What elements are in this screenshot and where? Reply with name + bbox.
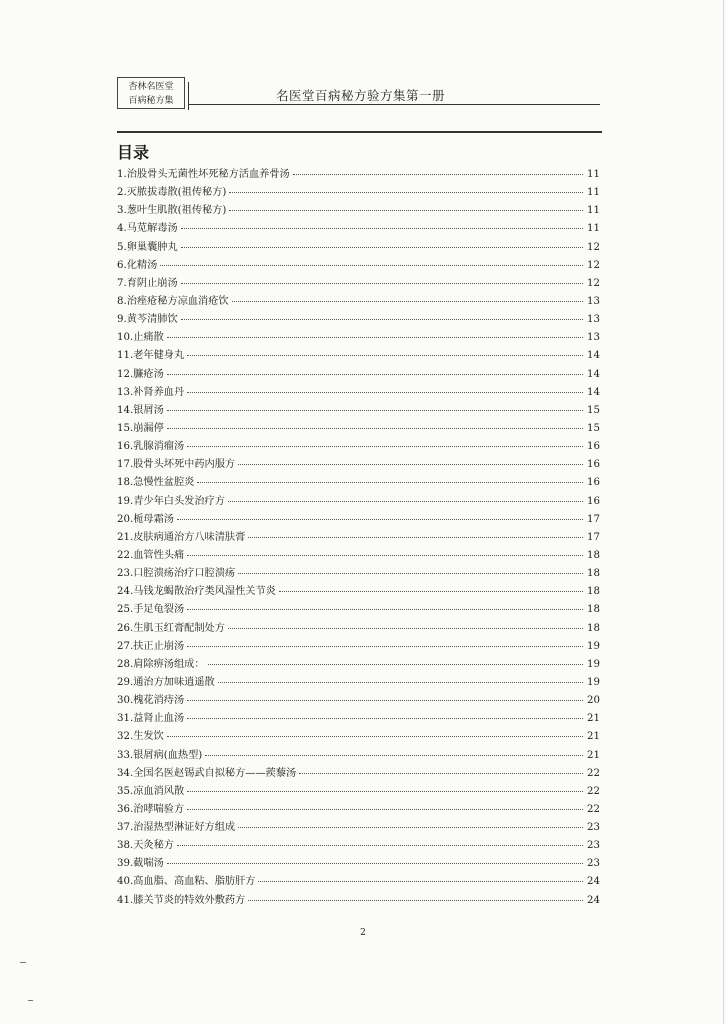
- toc-entry-page: 17: [587, 531, 600, 543]
- toc-entry-label: 35.凉血消风散: [117, 785, 185, 797]
- toc-entry-label: 4.马苋解毒汤: [117, 223, 178, 235]
- toc-leader-dots: [293, 164, 583, 175]
- toc-entry-page: 23: [587, 858, 600, 870]
- toc-leader-dots: [258, 871, 583, 882]
- toc-leader-dots: [187, 690, 583, 701]
- toc-entry-page: 13: [587, 332, 600, 344]
- toc-entry-page: 19: [587, 676, 600, 688]
- toc-leader-dots: [238, 817, 583, 828]
- toc-entry-page: 11: [587, 223, 600, 235]
- toc-entry-page: 20: [587, 695, 600, 707]
- toc-entry-label: 19.青少年白头发治疗方: [117, 495, 225, 507]
- toc-leader-dots: [177, 835, 583, 846]
- toc-entry-page: 11: [587, 205, 600, 217]
- toc-entry-label: 11.老年健身丸: [117, 350, 185, 362]
- toc-entry-page: 18: [587, 586, 600, 598]
- toc-leader-dots: [232, 291, 583, 302]
- toc-entry-label: 3.葱叶生肌散(祖传秘方): [117, 205, 227, 217]
- toc-entry-label: 8.治痤疮秘方凉血消疮饮: [117, 295, 229, 307]
- toc-leader-dots: [248, 890, 583, 901]
- toc-entry-label: 2.灭脓拔毒散(祖传秘方): [117, 187, 227, 199]
- toc-entry-label: 39.截喘汤: [117, 858, 164, 870]
- toc-entry-label: 6.化精汤: [117, 259, 158, 271]
- toc-leader-dots: [197, 472, 583, 483]
- toc-leader-dots: [238, 454, 583, 465]
- toc-entry-label: 24.马钱龙蝎散治疗类风湿性关节炎: [117, 586, 276, 598]
- toc-entry-page: 13: [587, 295, 600, 307]
- toc-leader-dots: [238, 563, 583, 574]
- toc-entry-page: 12: [587, 259, 600, 271]
- toc-leader-dots: [181, 273, 583, 284]
- toc-entry-page: 11: [587, 169, 600, 180]
- toc-leader-dots: [187, 436, 583, 447]
- toc-entry-label: 31.益肾止血汤: [117, 713, 185, 725]
- toc-entry-label: 25.手足龟裂汤: [117, 604, 185, 616]
- toc-entry-page: 18: [587, 604, 600, 616]
- toc-leader-dots: [187, 799, 583, 810]
- toc-leader-dots: [187, 345, 583, 356]
- toc-entry-label: 36.治哮喘验方: [117, 803, 185, 815]
- toc-entry-page: 21: [587, 713, 600, 725]
- toc-entry-label: 1.治股骨头无菌性坏死秘方活血养骨汤: [117, 169, 290, 180]
- toc-entry-label: 9.黄芩清肺饮: [117, 314, 178, 326]
- toc-entry-page: 17: [587, 513, 600, 525]
- toc-entry-label: 13.补肾养血丹: [117, 386, 185, 398]
- toc-leader-dots: [228, 491, 583, 502]
- publisher-logo-box: [117, 77, 185, 109]
- toc-entry-label: 40.高血脂、高血粘、脂肪肝方: [117, 876, 256, 888]
- toc-entry-label: 16.乳腺消瘤汤: [117, 441, 185, 453]
- toc-entry-page: 12: [587, 241, 600, 253]
- page-edge: [723, 0, 724, 1024]
- toc-entry-page: 18: [587, 568, 600, 580]
- toc-entry-label: 12.臁疮汤: [117, 368, 164, 380]
- toc-leader-dots: [218, 672, 583, 683]
- scan-artifact: [20, 962, 26, 963]
- toc-leader-dots: [228, 618, 583, 629]
- toc-entry-label: 10.止痛散: [117, 332, 164, 344]
- toc-leader-dots: [279, 581, 583, 592]
- toc-leader-dots: [167, 853, 583, 864]
- toc-leader-dots: [160, 255, 583, 266]
- toc-entry-page: 15: [587, 404, 600, 416]
- toc-entry-label: 20.栀母霜汤: [117, 513, 174, 525]
- toc-entry-page: 15: [587, 422, 600, 434]
- toc-entry-label: 34.全国名医赵锡武自拟秘方——蒺藜汤: [117, 767, 297, 779]
- toc-entry-page: 14: [587, 350, 600, 362]
- toc-entry-label: 28.肩除痹汤组成：: [117, 658, 205, 670]
- toc-leader-dots: [187, 599, 583, 610]
- scan-artifact: [28, 1000, 33, 1001]
- toc-leader-dots: [167, 364, 583, 375]
- toc-entry-page: 21: [587, 731, 600, 743]
- toc-leader-dots: [187, 708, 583, 719]
- toc-leader-dots: [181, 218, 583, 229]
- toc-entry-page: 16: [587, 441, 600, 453]
- toc-entry-label: 29.通治方加味逍遥散: [117, 676, 215, 688]
- toc-entry-page: 16: [587, 459, 600, 471]
- toc-entry-label: 18.急慢性盆腔炎: [117, 477, 195, 489]
- toc-entry-label: 22.血管性头痛: [117, 549, 185, 561]
- toc-entry-page: 11: [587, 187, 600, 199]
- toc-entry-label: 33.银屑病(血热型): [117, 749, 203, 761]
- toc-entry-label: 7.育阴止崩汤: [117, 277, 178, 289]
- toc-entry-page: 22: [587, 785, 600, 797]
- toc-entry-label: 41.膝关节炎的特效外敷药方: [117, 894, 246, 906]
- toc-entry-label: 15.崩漏停: [117, 422, 164, 434]
- toc-leader-dots: [187, 545, 583, 556]
- section-rule: [117, 131, 602, 133]
- toc-entry-page: 24: [587, 894, 600, 906]
- header-rule: [188, 104, 600, 105]
- toc-leader-dots: [167, 327, 583, 338]
- toc-list: [117, 166, 600, 910]
- toc-entry-label: 21.皮肤病通治方八味清肤膏: [117, 531, 246, 543]
- toc-entry-page: 21: [587, 749, 600, 761]
- toc-leader-dots: [208, 654, 583, 665]
- toc-leader-dots: [187, 636, 583, 647]
- toc-entry-label: 5.卵巢囊肿丸: [117, 241, 178, 253]
- toc-entry-label: 23.口腔溃疡治疗口腔溃疡: [117, 568, 236, 580]
- toc-entry: [117, 892, 600, 910]
- toc-leader-dots: [167, 726, 583, 737]
- toc-entry-page: 13: [587, 314, 600, 326]
- toc-entry-page: 23: [587, 822, 600, 834]
- header-divider: [188, 82, 189, 110]
- toc-leader-dots: [229, 182, 583, 193]
- toc-entry-page: 16: [587, 495, 600, 507]
- toc-entry-label: 32.生发饮: [117, 731, 164, 743]
- toc-entry-label: 17.股骨头坏死中药内服方: [117, 459, 236, 471]
- toc-leader-dots: [167, 400, 583, 411]
- toc-leader-dots: [299, 763, 583, 774]
- toc-leader-dots: [181, 309, 583, 320]
- toc-entry-page: 19: [587, 658, 600, 670]
- toc-entry-label: 27.扶正止崩汤: [117, 640, 185, 652]
- toc-leader-dots: [205, 745, 583, 756]
- toc-entry-page: 18: [587, 549, 600, 561]
- toc-leader-dots: [181, 237, 583, 248]
- toc-leader-dots: [187, 382, 583, 393]
- toc-leader-dots: [177, 509, 583, 520]
- toc-entry-page: 18: [587, 622, 600, 634]
- header-title: 名医堂百病秘方验方集第一册: [276, 88, 446, 103]
- toc-entry-page: 24: [587, 876, 600, 888]
- toc-entry-page: 12: [587, 277, 600, 289]
- toc-entry-label: 37.治湿热型淋证好方组成: [117, 822, 236, 834]
- toc-leader-dots: [248, 527, 583, 538]
- toc-leader-dots: [187, 781, 583, 792]
- toc-leader-dots: [229, 200, 583, 211]
- toc-heading: 目录: [117, 143, 150, 162]
- logo-line-1: 杏林名医堂: [128, 82, 174, 92]
- toc-entry-label: 26.生肌玉红膏配制处方: [117, 622, 225, 634]
- toc-entry-label: 38.天灸秘方: [117, 840, 174, 852]
- page-number: 2: [360, 928, 366, 938]
- logo-line-2: 百病秘方集: [128, 96, 174, 106]
- toc-entry-label: 30.槐花消痔汤: [117, 695, 185, 707]
- toc-entry-page: 16: [587, 477, 600, 489]
- toc-entry-page: 22: [587, 803, 600, 815]
- toc-entry-page: 14: [587, 386, 600, 398]
- toc-entry-page: 19: [587, 640, 600, 652]
- toc-leader-dots: [167, 418, 583, 429]
- toc-entry-page: 22: [587, 767, 600, 779]
- toc-entry-page: 14: [587, 368, 600, 380]
- toc-entry-page: 23: [587, 840, 600, 852]
- toc-entry-label: 14.银屑汤: [117, 404, 164, 416]
